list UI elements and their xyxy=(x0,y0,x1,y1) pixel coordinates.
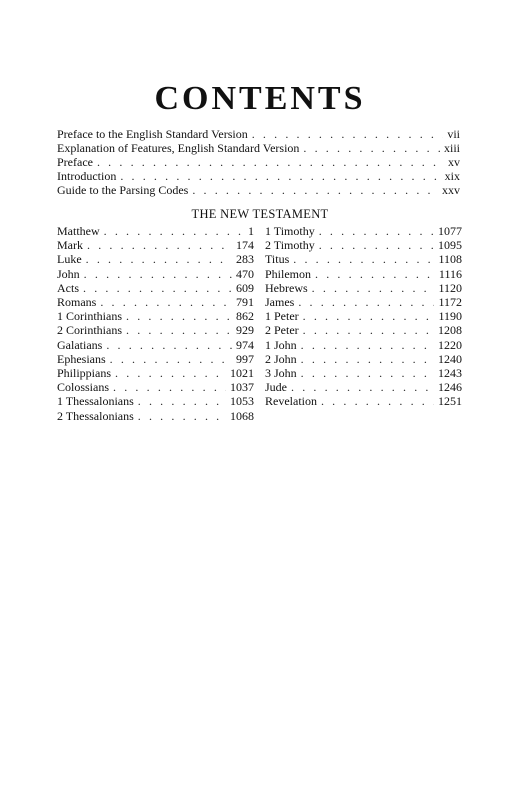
book-entry[interactable] xyxy=(265,352,462,366)
book-entry[interactable] xyxy=(57,409,254,423)
page-title: CONTENTS xyxy=(154,80,366,117)
book-entry[interactable] xyxy=(57,309,254,323)
book-entry[interactable] xyxy=(57,238,254,252)
book-page: 1208 xyxy=(438,323,462,338)
book-entry[interactable] xyxy=(57,295,254,309)
book-label: John xyxy=(57,266,80,281)
leader-dots xyxy=(319,238,434,252)
book-page: 283 xyxy=(236,252,254,267)
leader-dots xyxy=(86,252,232,266)
leader-dots xyxy=(138,409,226,423)
book-page: 1172 xyxy=(438,295,462,310)
book-label: James xyxy=(265,295,295,310)
book-entry[interactable] xyxy=(57,281,254,295)
book-page: 997 xyxy=(236,351,254,366)
book-entry[interactable] xyxy=(57,366,254,380)
leader-dots xyxy=(84,267,232,281)
book-entry[interactable] xyxy=(265,267,462,281)
book-label: 2 Thessalonians xyxy=(57,408,134,423)
leader-dots xyxy=(126,309,232,323)
book-page: 1240 xyxy=(438,351,462,366)
leader-dots xyxy=(303,309,435,323)
leader-dots xyxy=(252,127,444,141)
book-page: 1037 xyxy=(230,380,254,395)
book-entry[interactable] xyxy=(57,224,254,238)
book-label: Mark xyxy=(57,238,83,253)
book-page: 1220 xyxy=(438,337,462,352)
book-list-right xyxy=(265,224,462,409)
book-label: Matthew xyxy=(57,224,100,238)
toc-entry[interactable] xyxy=(57,155,460,169)
leader-dots xyxy=(97,155,444,169)
book-label: 1 Corinthians xyxy=(57,309,122,324)
book-page: 929 xyxy=(236,323,254,338)
book-entry[interactable] xyxy=(265,224,462,238)
leader-dots xyxy=(315,267,435,281)
toc-entry[interactable] xyxy=(57,183,460,197)
toc-entry-page: xxv xyxy=(442,183,460,198)
book-entry[interactable] xyxy=(57,323,254,337)
leader-dots xyxy=(87,238,232,252)
toc-entry-label: Preface xyxy=(57,155,93,170)
toc-entry[interactable] xyxy=(57,127,460,141)
book-entry[interactable] xyxy=(265,309,462,323)
book-entry[interactable] xyxy=(57,352,254,366)
leader-dots xyxy=(291,380,434,394)
leader-dots xyxy=(100,295,232,309)
book-page: 1077 xyxy=(438,224,462,238)
toc-entry-label: Explanation of Features, English Standard Version xyxy=(57,141,300,156)
leader-dots xyxy=(106,338,232,352)
book-label: Ephesians xyxy=(57,351,106,366)
toc-entry-label: Guide to the Parsing Codes xyxy=(57,183,189,198)
book-page: 1120 xyxy=(438,280,462,295)
book-entry[interactable] xyxy=(265,295,462,309)
leader-dots xyxy=(293,252,434,266)
book-label: Jude xyxy=(265,380,287,395)
book-label: Hebrews xyxy=(265,280,308,295)
book-label: Titus xyxy=(265,252,290,267)
leader-dots xyxy=(138,394,226,408)
book-label: 1 John xyxy=(265,337,297,352)
book-entry[interactable] xyxy=(57,394,254,408)
book-page: 1068 xyxy=(230,408,254,423)
leader-dots xyxy=(120,169,440,183)
book-entry[interactable] xyxy=(57,267,254,281)
book-page: 1021 xyxy=(230,366,254,381)
book-page: 1246 xyxy=(438,380,462,395)
leader-dots xyxy=(83,281,232,295)
leader-dots xyxy=(115,366,226,380)
book-entry[interactable] xyxy=(265,323,462,337)
leader-dots xyxy=(192,183,438,197)
book-label: 1 Peter xyxy=(265,309,299,324)
leader-dots xyxy=(303,323,434,337)
leader-dots xyxy=(312,281,435,295)
book-label: 2 Corinthians xyxy=(57,323,122,338)
book-page: 1190 xyxy=(438,309,462,324)
book-page: 1243 xyxy=(438,366,462,381)
book-page: 174 xyxy=(236,238,254,253)
book-label: Philemon xyxy=(265,266,312,281)
book-page: 974 xyxy=(236,337,254,352)
book-page: 609 xyxy=(236,280,254,295)
book-label: 1 Thessalonians xyxy=(57,394,134,409)
book-entry[interactable] xyxy=(57,252,254,266)
book-label: Luke xyxy=(57,252,82,267)
leader-dots xyxy=(126,323,232,337)
book-label: Galatians xyxy=(57,337,103,352)
book-label: 1 Timothy xyxy=(265,224,315,238)
book-page: 470 xyxy=(236,266,254,281)
leader-dots xyxy=(301,352,434,366)
book-label: 2 Peter xyxy=(265,323,299,338)
front-matter-list xyxy=(57,127,460,197)
book-entry[interactable] xyxy=(265,238,462,252)
toc-entry[interactable] xyxy=(57,169,460,183)
book-entry[interactable] xyxy=(265,380,462,394)
book-page: 1116 xyxy=(438,266,462,281)
toc-entry[interactable] xyxy=(57,141,460,155)
toc-entry-label: Preface to the English Standard Version xyxy=(57,127,248,141)
book-entry[interactable] xyxy=(265,366,462,380)
book-label: 2 John xyxy=(265,351,297,366)
book-label: 3 John xyxy=(265,366,297,381)
toc-entry-page: vii xyxy=(447,127,460,141)
book-entry[interactable] xyxy=(265,394,462,408)
book-label: 2 Timothy xyxy=(265,238,315,253)
book-entry[interactable] xyxy=(57,380,254,394)
toc-entry-page: xiii xyxy=(443,141,460,156)
book-entry[interactable] xyxy=(265,252,462,266)
book-page: 862 xyxy=(236,309,254,324)
book-entry[interactable] xyxy=(57,338,254,352)
leader-dots xyxy=(303,141,440,155)
toc-entry-page: xv xyxy=(448,155,460,170)
leader-dots xyxy=(301,338,434,352)
book-page: 1251 xyxy=(438,394,462,409)
book-entry[interactable] xyxy=(265,338,462,352)
leader-dots xyxy=(104,224,244,238)
toc-entry-label: Introduction xyxy=(57,169,117,184)
book-entry[interactable] xyxy=(265,281,462,295)
book-page: 1 xyxy=(248,224,254,238)
leader-dots xyxy=(113,380,226,394)
leader-dots xyxy=(298,295,434,309)
book-label: Revelation xyxy=(265,394,317,409)
book-page: 1053 xyxy=(230,394,254,409)
book-page: 1108 xyxy=(438,252,462,267)
book-label: Acts xyxy=(57,280,79,295)
leader-dots xyxy=(301,366,434,380)
book-label: Colossians xyxy=(57,380,110,395)
book-label: Romans xyxy=(57,295,97,310)
section-heading: THE NEW TESTAMENT xyxy=(191,207,329,221)
book-list-left xyxy=(57,224,254,423)
toc-entry-page: xix xyxy=(444,169,460,184)
leader-dots xyxy=(110,352,232,366)
book-label: Philippians xyxy=(57,366,112,381)
book-page: 791 xyxy=(236,295,254,310)
book-page: 1095 xyxy=(438,238,462,253)
leader-dots xyxy=(321,394,434,408)
leader-dots xyxy=(319,224,434,238)
